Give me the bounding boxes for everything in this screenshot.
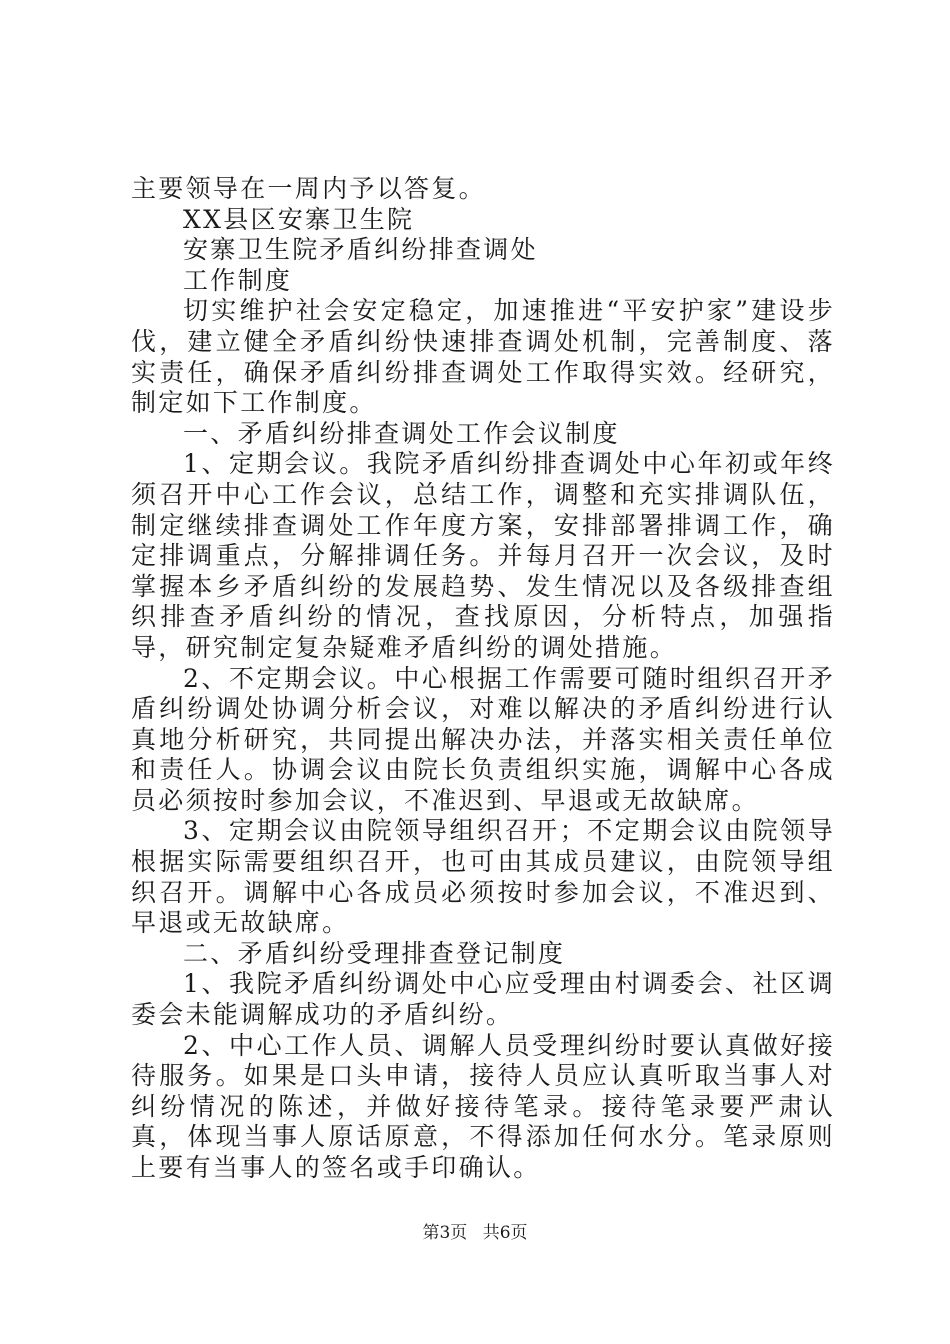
organization-name: XX县区安寨卫生院 [183, 204, 415, 234]
section-heading-2: 二、矛盾纠纷受理排查登记制度 [183, 938, 566, 968]
section-1-item-1: 1、定期会议。我院矛盾纠纷排查调处中心年初或年终须召开中心工作会议，总结工作，调整和充实排调队伍，制定继续排查调处工作年度方案，安排部署排调工作，确定排调重点，分解排调任务。并每月召开一次会议，及时掌握本乡矛盾纠纷的发展趋势、发生情况以及各级排查组织排查矛盾纠纷的情况，查找原因，分析特点，加强指导，研究制定复杂疑难矛盾纠纷的调处措施。 [131, 449, 835, 662]
document-title-line-2: 工作制度 [183, 265, 293, 295]
document-body [131, 174, 835, 1184]
section-1-item-3: 3、定期会议由院领导组织召开；不定期会议由院领导根据实际需要组织召开，也可由其成员建议，由院领导组织召开。调解中心各成员必须按时参加会议，不准迟到、早退或无故缺席。 [131, 816, 835, 938]
page-total: 共6页 [482, 1223, 528, 1243]
section-1-item-2: 2、不定期会议。中心根据工作需要可随时组织召开矛盾纠纷调处协调分析会议，对难以解决的矛盾纠纷进行认真地分析研究，共同提出解决办法，并落实相关责任单位和责任人。协调会议由院长负责组织实施，调解中心各成员必须按时参加会议，不准迟到、早退或无故缺席。 [131, 663, 835, 815]
page-footer [0, 1218, 950, 1243]
section-2-item-2: 2、中心工作人员、调解人员受理纠纷时要认真做好接待服务。如果是口头申请，接待人员应认真听取当事人对纠纷情况的陈述，并做好接待笔录。接待笔录要严肃认真，体现当事人原话原意，不得添加任何水分。笔录原则上要有当事人的签名或手印确认。 [131, 1030, 835, 1182]
section-2-item-1: 1、我院矛盾纠纷调处中心应受理由村调委会、社区调委会未能调解成功的矛盾纠纷。 [131, 969, 835, 1030]
document-title-line-1: 安寨卫生院矛盾纠纷排查调处 [183, 235, 538, 265]
paragraph-continuation: 主要领导在一周内予以答复。 [131, 174, 486, 203]
section-heading-1: 一、矛盾纠纷排查调处工作会议制度 [183, 418, 620, 448]
intro-paragraph: 切实维护社会安定稳定，加速推进“平安护家”建设步伐，建立健全矛盾纠纷快速排查调处机制，完善制度、落实责任，确保矛盾纠纷排查调处工作取得实效。经研究，制定如下工作制度。 [131, 296, 835, 418]
page-number: 第3页 [422, 1223, 468, 1243]
